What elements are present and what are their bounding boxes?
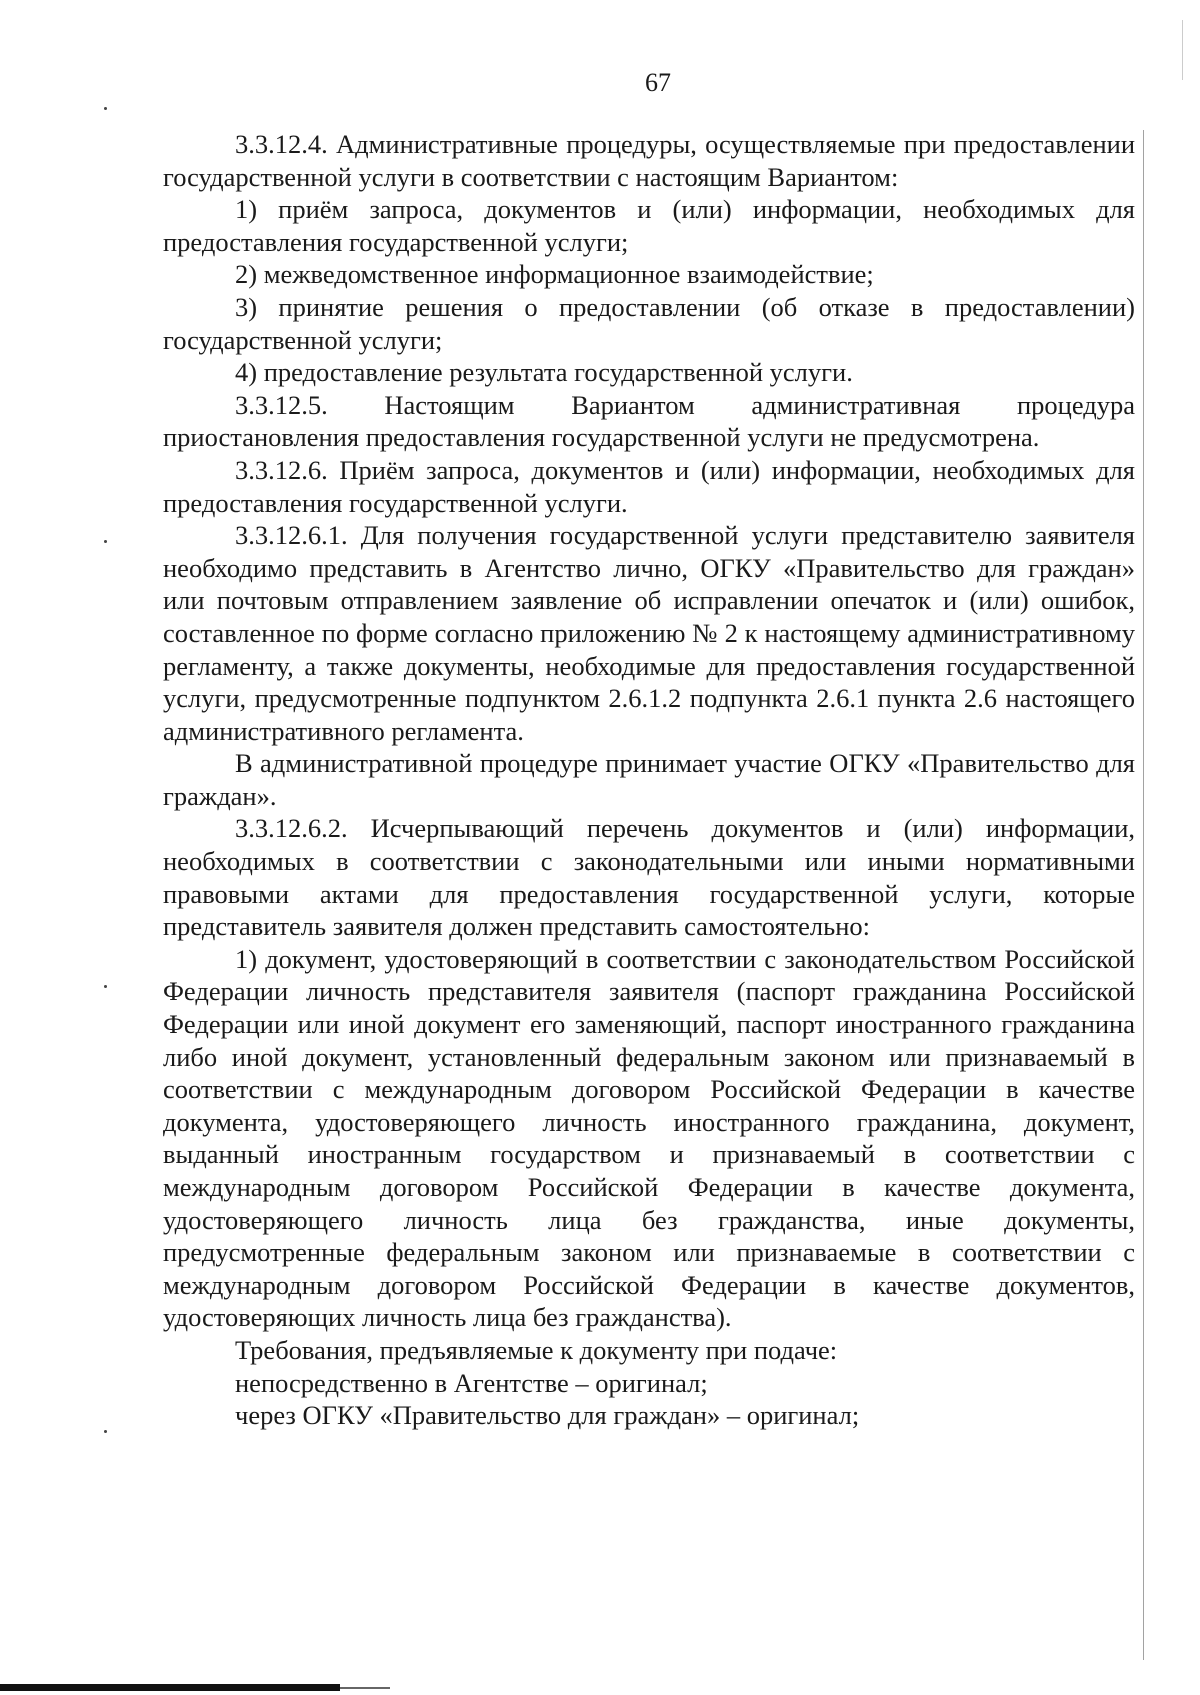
list-item-identity-document: 1) документ, удостоверяющий в соответствии с законодательством Российской Федерации личность представителя заявителя (паспорт гражданина Российской Федерации или иной документ его заменяющий, паспорт иностранного гражданина либо иной документ, установленный федеральным законом или признаваемый в соответствии с международным договором Российской Федерации в качестве документа, удостоверяющего личность иностранного гражданина, документ, выданный иностранным государством и признаваемый в соответствии с международным договором Российской Федерации в качестве документа, удостоверяющего личность лица без гражданства, иные документы, предусмотренные федеральным законом или признаваемые в соответствии с международным договором Российской Федерации в качестве документов, удостоверяющих личность лица без гражданства). <box>163 943 1135 1333</box>
scan-dot <box>104 985 107 988</box>
list-item-1: 1) приём запроса, документов и (или) информации, необходимых для предоставления государственной услуги; <box>163 194 1135 257</box>
scan-dot <box>104 107 107 110</box>
requirement-ogku: через ОГКУ «Правительство для граждан» – оригинал; <box>235 1400 860 1431</box>
paragraph-3-3-12-4: 3.3.12.4. Административные процедуры, осуществляемые при предоставлении государственной услуги в соответствии с настоящим Вариантом: <box>163 129 1135 192</box>
scan-bottom-bar-tail <box>340 1687 390 1689</box>
paragraph-3-3-12-5: 3.3.12.5. Настоящим Вариантом административная процедура приостановления предоставления государственной услуги не предусмотрена. <box>163 389 1135 453</box>
scan-dot <box>104 540 107 543</box>
list-item-4: 4) предоставление результата государственной услуги. <box>235 357 853 388</box>
scan-dot <box>104 1430 107 1433</box>
requirement-agency: непосредственно в Агентстве – оригинал; <box>235 1367 708 1398</box>
document-body <box>163 128 1135 1432</box>
paragraph-3-3-12-6-2: 3.3.12.6.2. Исчерпывающий перечень документов и (или) информации, необходимых в соответствии с законодательными или иными нормативными правовыми актами для предоставления государственной услуги, которые представитель заявителя должен представить самостоятельно: <box>163 813 1135 942</box>
paragraph-3-3-12-6-1: 3.3.12.6.1. Для получения государственной услуги представителю заявителя необходимо представить в Агентство лично, ОГКУ «Правительство для граждан» или почтовым отправлением заявление об исправлении опечаток и (или) ошибок, составленное по форме согласно приложению № 2 к настоящему административному регламенту, а также документы, необходимые для предоставления государственной услуги, предусмотренные подпунктом 2.6.1.2 подпункта 2.6.1 пункта 2.6 настоящего административного регламента. <box>163 520 1135 746</box>
list-item-3: 3) принятие решения о предоставлении (об отказе в предоставлении) государственной услуги; <box>163 291 1135 355</box>
page-number: 67 <box>645 68 671 97</box>
paragraph-requirements: Требования, предъявляемые к документу при подаче: <box>235 1334 838 1365</box>
scan-edge-line <box>1143 130 1144 1660</box>
list-item-2: 2) межведомственное информационное взаимодействие; <box>235 259 874 290</box>
paragraph-participation: В административной процедуре принимает участие ОГКУ «Правительство для граждан». <box>163 748 1135 811</box>
scan-bottom-bar <box>0 1684 340 1691</box>
paragraph-3-3-12-6: 3.3.12.6. Приём запроса, документов и (или) информации, необходимых для предоставления государственной услуги. <box>163 454 1135 518</box>
